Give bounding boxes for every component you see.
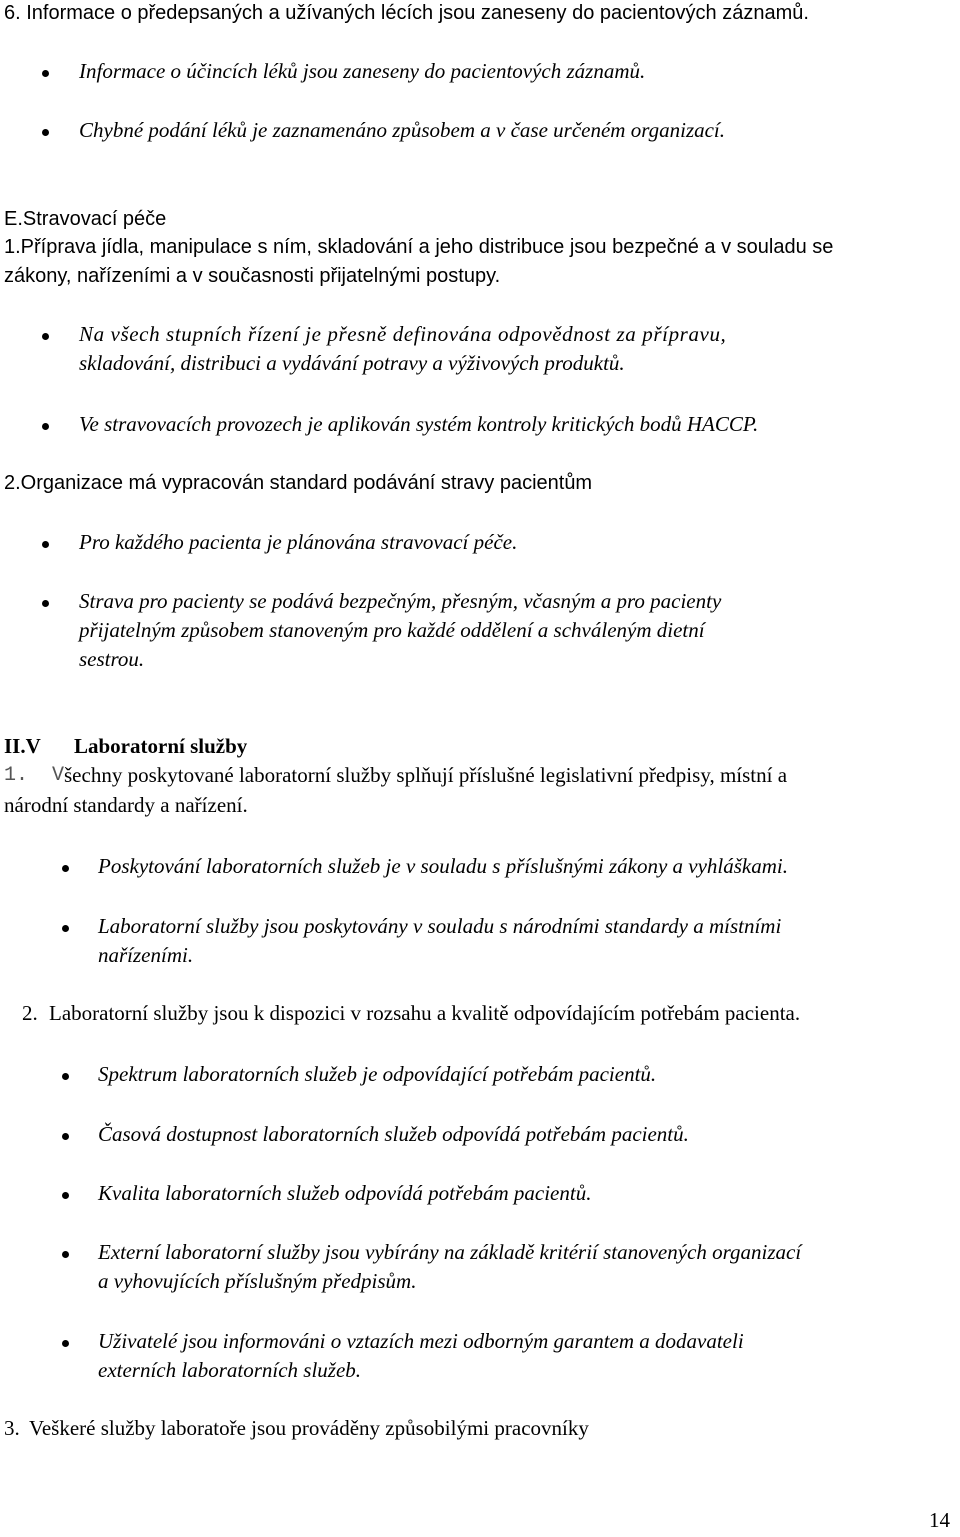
item-2: 2.Organizace má vypracován standard podávání stravy pacientům <box>4 472 593 494</box>
bullet-item-line1: Na všech stupních řízení je přesně definována odpovědnost za přípravu, <box>79 322 727 346</box>
item-1-line2: národní standardy a nařízení. <box>4 793 248 817</box>
item-1-line1: 1.Příprava jídla, manipulace s ním, skladování a jeho distribuce jsou bezpečné a v souladu se <box>4 236 834 258</box>
bullet-item: Ve stravovacích provozech je aplikován systém kontroly kritických bodů HACCP. <box>79 412 759 436</box>
item-1-line1: šechny poskytované laboratorní služby splňují příslušné legislativní předpisy, místní a <box>64 763 788 787</box>
bullet-item: Pro každého pacienta je plánována stravovací péče. <box>79 530 518 554</box>
bullet-dot <box>62 1133 69 1140</box>
bullet-item-line2: a vyhovujících příslušným předpisům. <box>98 1269 417 1293</box>
item-3-text: Veškeré služby laboratoře jsou prováděny způsobilými pracovníky <box>29 1416 589 1440</box>
bullet-dot <box>42 423 49 430</box>
bullet-dot <box>42 541 49 548</box>
bullet-dot <box>42 600 49 607</box>
section-number-iiv: II.V <box>4 734 41 758</box>
bullet-dot <box>62 1192 69 1199</box>
bullet-item-line2: přijatelným způsobem stanoveným pro každé oddělení a schváleným dietní <box>79 618 705 642</box>
bullet-item-line1: Strava pro pacienty se podává bezpečným, přesným, včasným a pro pacienty <box>79 589 722 613</box>
item-1-number: 1. <box>4 764 29 787</box>
section-heading-e: E.Stravovací péče <box>4 208 167 230</box>
bullet-item-line1: Uživatelé jsou informováni o vztazích mezi odborným garantem a dodavateli <box>98 1329 744 1353</box>
bullet-item: Spektrum laboratorních služeb je odpovídající potřebám pacientů. <box>98 1062 657 1086</box>
bullet-item: Kvalita laboratorních služeb odpovídá potřebám pacientů. <box>98 1181 592 1205</box>
bullet-item-line1: Laboratorní služby jsou poskytovány v souladu s národními standardy a místními <box>98 914 782 938</box>
bullet-dot <box>62 1340 69 1347</box>
bullet-item-line2: nařízeními. <box>98 943 194 967</box>
item-2-number: 2. <box>22 1001 38 1025</box>
bullet-item-line2: skladování, distribuci a vydávání potravy a výživových produktů. <box>79 351 625 375</box>
bullet-dot <box>42 129 49 136</box>
item-2-text: Laboratorní služby jsou k dispozici v rozsahu a kvalitě odpovídajícím potřebám pacienta. <box>49 1001 801 1025</box>
page-number: 14 <box>929 1508 950 1532</box>
bullet-dot <box>62 1073 69 1080</box>
bullet-dot <box>42 70 49 77</box>
item-3-number: 3. <box>4 1416 20 1440</box>
bullet-dot <box>62 865 69 872</box>
bullet-item: Časová dostupnost laboratorních služeb odpovídá potřebám pacientů. <box>98 1122 689 1146</box>
bullet-dot <box>62 925 69 932</box>
bullet-item: Poskytování laboratorních služeb je v souladu s příslušnými zákony a vyhláškami. <box>98 854 788 878</box>
bullet-item-line1: Externí laboratorní služby jsou vybírány na základě kritérií stanovených organizací <box>98 1240 802 1264</box>
bullet-item: Informace o účincích léků jsou zaneseny do pacientových záznamů. <box>79 59 646 83</box>
bullet-dot <box>62 1251 69 1258</box>
section-heading-iiv: Laboratorní služby <box>74 734 248 758</box>
item-1-first-letter: V <box>52 764 65 787</box>
item-6: 6. Informace o předepsaných a užívaných lécích jsou zaneseny do pacientových záznamů. <box>4 2 809 24</box>
bullet-item-line2: externích laboratorních služeb. <box>98 1358 362 1382</box>
item-1-line2: zákony, nařízeními a v současnosti přijatelnými postupy. <box>4 265 501 287</box>
bullet-item-line3: sestrou. <box>79 647 145 671</box>
bullet-dot <box>42 333 49 340</box>
bullet-item: Chybné podání léků je zaznamenáno způsobem a v čase určeném organizací. <box>79 118 726 142</box>
